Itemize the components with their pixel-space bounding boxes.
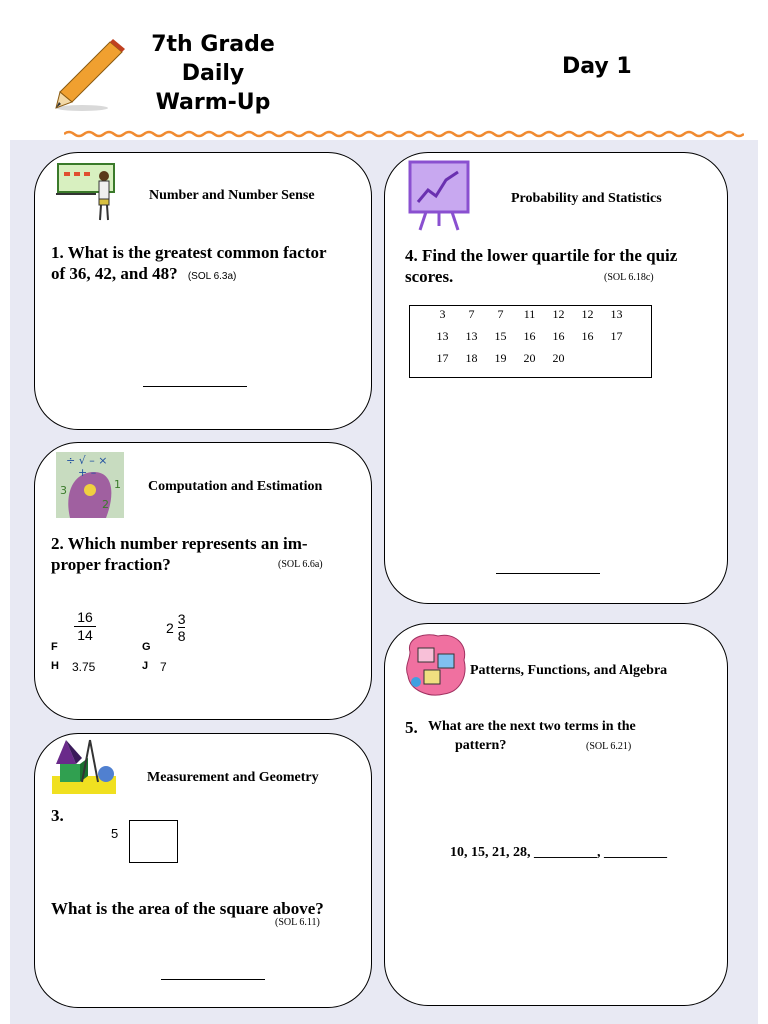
title-line-2: Daily xyxy=(181,61,245,86)
q3-heading: Measurement and Geometry xyxy=(147,770,319,785)
q3-question: What is the area of the square above? xyxy=(51,899,324,918)
svg-text:+ –: + – xyxy=(78,466,97,479)
score-cell: 15 xyxy=(494,328,507,343)
q5-sol: (SOL 6.21) xyxy=(586,741,632,752)
q4-line-1: 4. Find the lower quartile for the quiz xyxy=(405,246,678,265)
q1-line-1: 1. What is the greatest common factor xyxy=(51,243,327,262)
choice-f-numerator: 16 xyxy=(74,609,96,627)
q5-heading: Patterns, Functions, and Algebra xyxy=(470,663,668,678)
score-cell: 13 xyxy=(436,328,449,343)
square-figure xyxy=(129,820,178,863)
q2-sol: (SOL 6.6a) xyxy=(278,559,323,570)
choice-g-fraction xyxy=(178,611,186,644)
choice-g-letter: G xyxy=(142,641,151,653)
title-line-3: Warm-Up xyxy=(155,90,271,115)
q2-line-2: proper fraction? xyxy=(51,555,171,574)
q5-number: 5. xyxy=(405,718,418,737)
score-cell: 13 xyxy=(465,328,478,343)
teacher-chalkboard-icon xyxy=(56,162,120,224)
choice-g-numerator: 3 xyxy=(177,611,186,627)
score-cell: 11 xyxy=(523,306,536,321)
q3-number: 3. xyxy=(51,806,64,825)
score-cell xyxy=(573,347,602,369)
pencil-icon xyxy=(52,38,128,114)
score-cell: 7 xyxy=(497,306,504,321)
scores-table-box xyxy=(409,305,652,378)
table-row xyxy=(428,325,631,347)
q2-line-1: 2. Which number represents an im- xyxy=(51,534,308,553)
score-cell: 7 xyxy=(468,306,475,321)
svg-text:3: 3 xyxy=(60,484,67,497)
q1-line-2 xyxy=(51,263,236,287)
score-cell: 12 xyxy=(552,306,565,321)
scores-table xyxy=(428,303,631,369)
q1-line-2-text: of 36, 42, and 48? xyxy=(51,264,178,283)
q5-line-1: What are the next two terms in the xyxy=(428,719,636,734)
table-row xyxy=(428,347,631,369)
choice-f-letter: F xyxy=(51,641,58,653)
score-cell: 16 xyxy=(552,328,565,343)
q1-answer-line[interactable] xyxy=(143,386,247,387)
q4-answer-line[interactable] xyxy=(496,573,600,574)
q4-sol: (SOL 6.18c) xyxy=(604,272,654,283)
q4-line-2: scores. xyxy=(405,267,454,286)
choice-g-denominator: 8 xyxy=(177,628,186,644)
line-chart-easel-icon xyxy=(406,158,474,232)
q5-pattern[interactable]: 10, 15, 21, 28, _________, _________ xyxy=(450,845,667,860)
q4-heading: Probability and Statistics xyxy=(511,191,662,206)
day-label: Day 1 xyxy=(562,54,632,79)
score-cell: 3 xyxy=(439,306,446,321)
choice-j-letter: J xyxy=(142,660,149,672)
choice-g-whole: 2 xyxy=(166,619,174,636)
score-cell: 18 xyxy=(465,350,478,365)
choice-j-value[interactable]: 7 xyxy=(160,660,167,674)
score-cell xyxy=(602,347,631,369)
decorative-divider xyxy=(64,126,744,136)
score-cell: 16 xyxy=(523,328,536,343)
svg-text:1: 1 xyxy=(114,478,121,491)
q2-heading: Computation and Estimation xyxy=(148,479,323,494)
svg-text:2: 2 xyxy=(102,498,109,511)
choice-h-value[interactable]: 3.75 xyxy=(72,660,96,674)
score-cell: 12 xyxy=(581,306,594,321)
score-cell: 19 xyxy=(494,350,507,365)
choice-f-fraction[interactable] xyxy=(74,609,96,644)
choice-f-denominator: 14 xyxy=(77,627,93,643)
choice-g-mixed-number[interactable] xyxy=(166,611,185,644)
q1-heading: Number and Number Sense xyxy=(149,188,315,203)
square-side-label: 5 xyxy=(111,826,119,841)
geometry-shapes-icon xyxy=(52,736,120,796)
score-cell: 20 xyxy=(523,350,536,365)
score-cell: 17 xyxy=(436,350,449,365)
score-cell: 20 xyxy=(552,350,565,365)
score-cell: 17 xyxy=(610,328,623,343)
patterns-collage-icon xyxy=(404,632,468,698)
worksheet-title xyxy=(128,30,298,117)
q1-sol: (SOL 6.3a) xyxy=(187,271,237,282)
svg-text:÷ √ – ×: ÷ √ – × xyxy=(66,454,108,467)
table-row xyxy=(428,303,631,325)
title-line-1: 7th Grade xyxy=(151,32,275,57)
q3-sol: (SOL 6.11) xyxy=(275,917,320,928)
score-cell: 16 xyxy=(581,328,594,343)
q3-answer-line[interactable] xyxy=(161,979,265,980)
math-head-icon xyxy=(56,452,124,518)
choice-h-letter: H xyxy=(51,660,59,672)
q5-line-2: pattern? xyxy=(455,738,507,753)
score-cell: 13 xyxy=(610,306,623,321)
